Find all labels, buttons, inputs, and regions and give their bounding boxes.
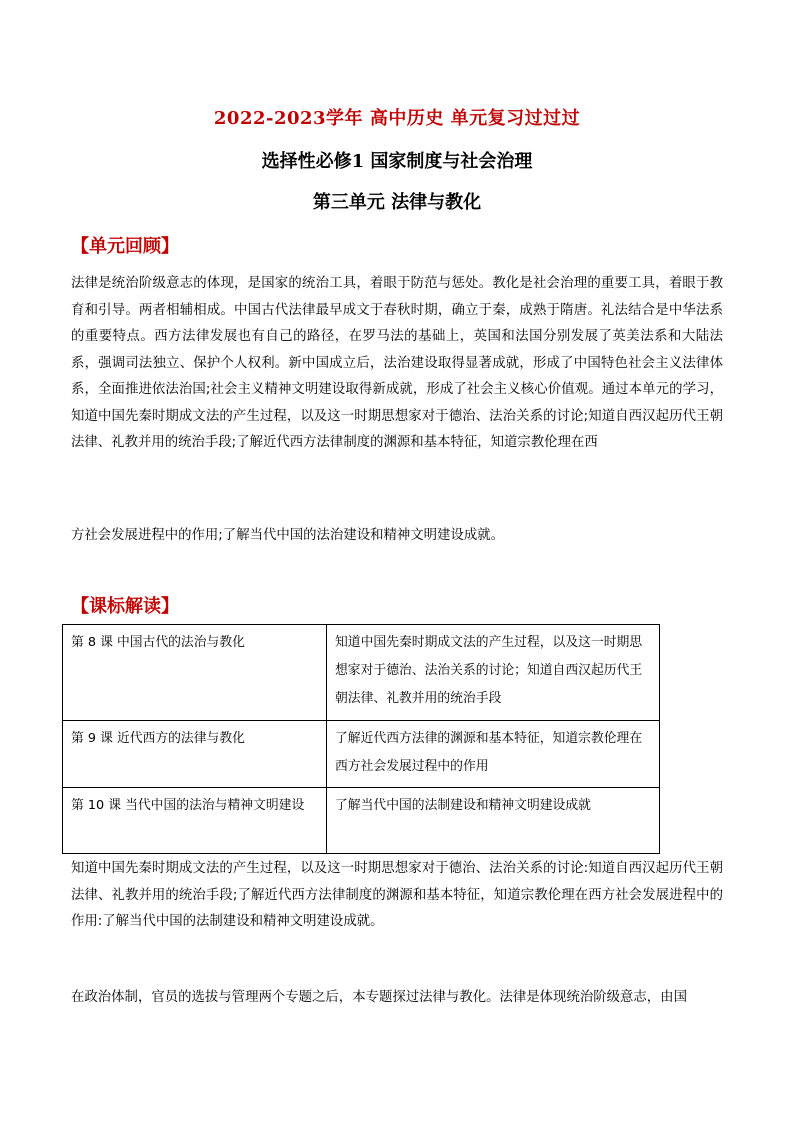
unit-title: 第三单元 法律与教化 [312,192,482,213]
document-subtitle: 选择性必修1 国家制度与社会治理 [261,151,533,172]
table-row [63,721,660,788]
document-title: 2022-2023学年 高中历史 单元复习过过过 [213,108,581,129]
curriculum-table [62,624,660,854]
standard-cell: 了解近代西方法律的渊源和基本特征，知道宗教伦理在西方社会发展过程中的作用 [327,721,660,788]
section-heading-curriculum: 【课标解读】 [71,596,179,617]
curriculum-summary-paragraph: 知道中国先秦时期成文法的产生过程，以及这一时期思想家对于德治、法治关系的讨论:知道自西汉起历代王朝法律、礼教并用的统治手段;了解近代西方法律制度的渊源和基本特征，知道宗教伦理在西方社会发展进程中的作用:了解当代中国的法制建设和精神文明建设成就。 [71,861,723,929]
review-paragraph-continued: 方社会发展进程中的作用;了解当代中国的法治建设和精神文明建设成就。 [71,528,505,543]
standard-cell: 知道中国先秦时期成文法的产生过程，以及这一时期思想家对于德治、法治关系的讨论；知道自西汉起历代王朝法律、礼教并用的统治手段 [327,625,660,721]
standard-cell: 了解当代中国的法制建设和精神文明建设成就 [327,788,660,854]
lesson-cell: 第 9 课 近代西方的法律与教化 [63,721,327,788]
review-paragraph: 法律是统治阶级意志的体现，是国家的统治工具，着眼于防范与惩处。教化是社会治理的重要工具，着眼于教育和引导。两者相辅相成。中国古代法律最早成文于春秋时期，确立于秦，成熟于隋唐。礼法结合是中华法系的重要特点。西方法律发展也有自己的路径，在罗马法的基础上，英国和法国分别发展了英美法系和大陆法系，强调司法独立、保护个人权利。新中国成立后，法治建设取得显著成就，形成了中国特色社会主义法律体系，全面推进依法治国;社会主义精神文明建设取得新成就，形成了社会主义核心价值观。通过本单元的学习，知道中国先秦时期成文法的产生过程，以及这一时期思想家对于德治、法治关系的讨论;知道自西汉起历代王朝法律、礼教并用的统治手段;了解近代西方法律制度的渊源和基本特征，知道宗教伦理在西 [71,276,723,450]
lesson-cell: 第 8 课 中国古代的法治与教化 [63,625,327,721]
closing-paragraph: 在政治体制，官员的选拔与管理两个专题之后，本专题探过法律与教化。法律是体现统治阶级意志，由国 [71,990,687,1005]
lesson-cell: 第 10 课 当代中国的法治与精神文明建设 [63,788,327,854]
section-heading-review: 【单元回顾】 [71,236,179,257]
table-row [63,625,660,721]
table-row [63,788,660,854]
